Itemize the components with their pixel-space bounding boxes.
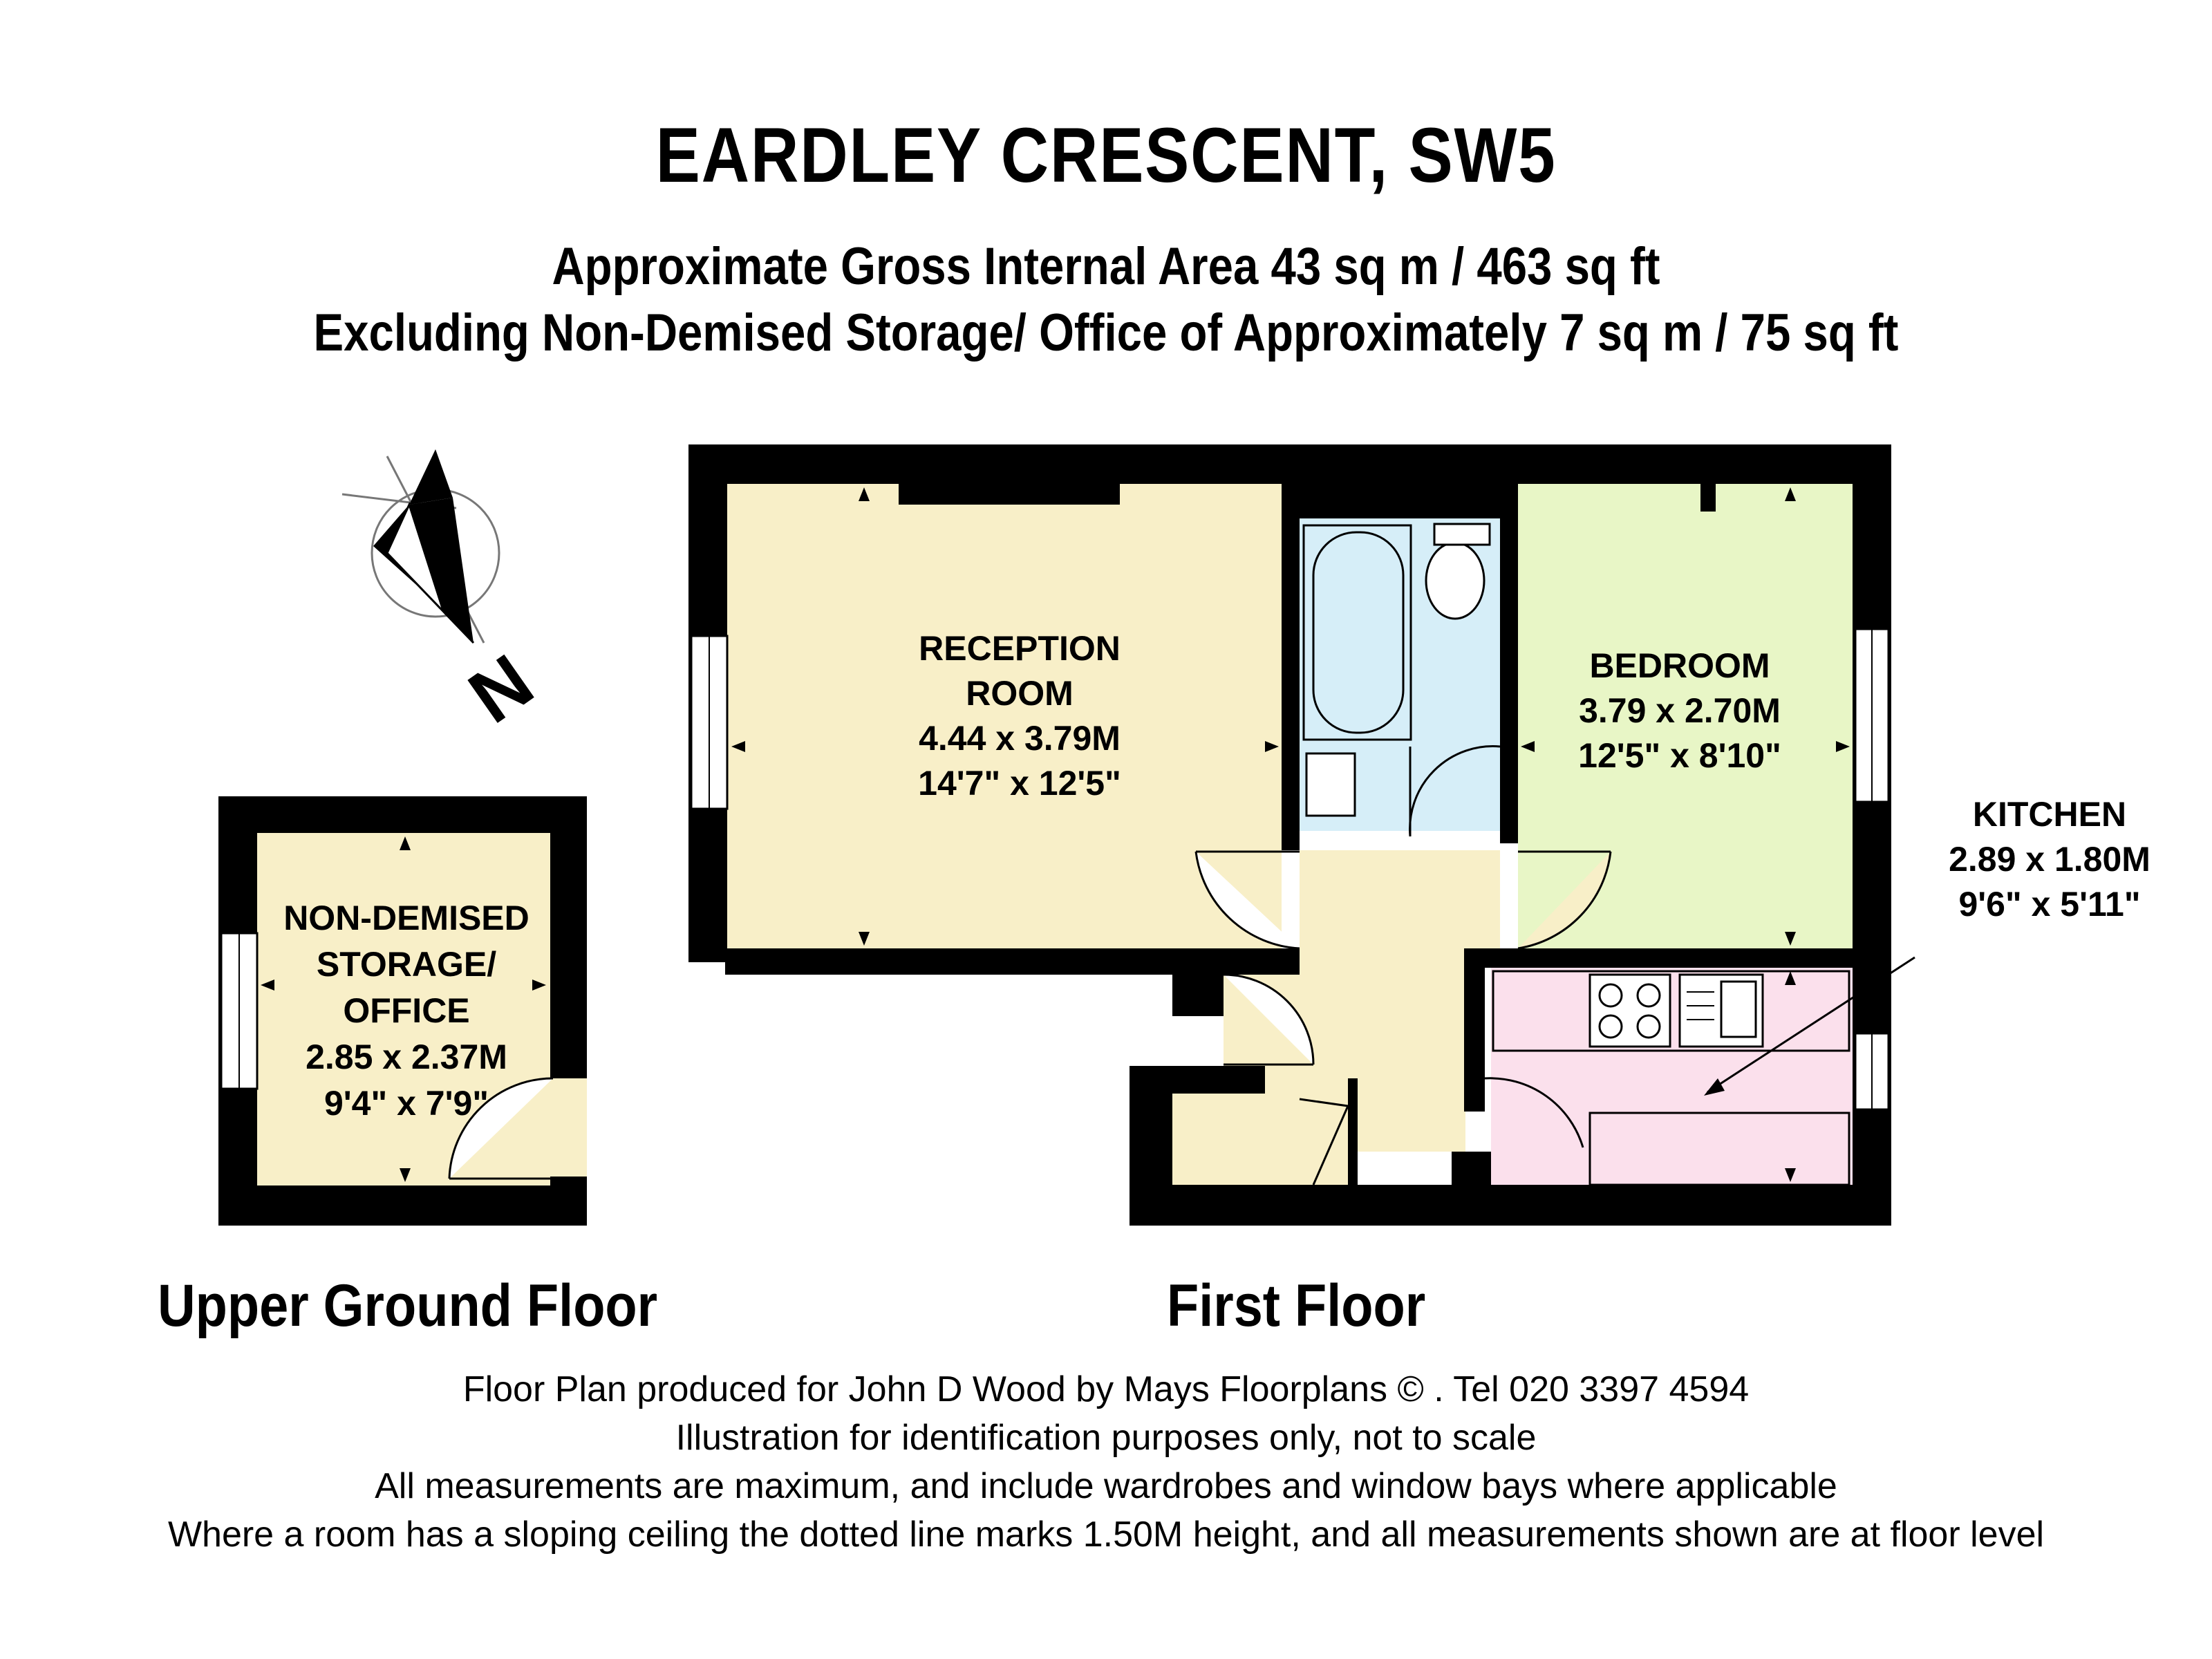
page-title: EARDLEY CRESCENT, SW5: [655, 112, 1557, 198]
kitchen-metric: 2.89 x 1.80M: [1949, 840, 2150, 879]
north-label: N: [453, 638, 548, 740]
reception-name-1: RECEPTION: [919, 629, 1121, 668]
kitchen-fill: [1491, 968, 1853, 1185]
reception-name-2: ROOM: [966, 674, 1074, 713]
reception-room-fill: [727, 484, 1282, 948]
cupboard-fill: [1172, 1094, 1348, 1185]
footer-line-4: Where a room has a sloping ceiling the dotted line marks 1.50M height, and all measurements shown are at floor level: [167, 1515, 2045, 1555]
storage-name-2: STORAGE/: [316, 945, 497, 984]
upper-ground-floor-label: Upper Ground Floor: [158, 1273, 658, 1339]
reception-imperial: 14'7" x 12'5": [918, 764, 1121, 803]
excluded-area-text: Excluding Non-Demised Storage/ Office of Approximately 7 sq m / 75 sq ft: [313, 303, 1899, 362]
bedroom-name: BEDROOM: [1589, 646, 1770, 685]
north-arrow-icon: [342, 449, 548, 740]
kitchen-name: KITCHEN: [1972, 795, 2127, 834]
kitchen-imperial: 9'6" x 5'11": [1958, 885, 2141, 924]
storage-name-3: OFFICE: [343, 991, 470, 1030]
storage-imperial: 9'4" x 7'9": [324, 1084, 489, 1123]
bedroom-imperial: 12'5" x 8'10": [1578, 736, 1781, 775]
gross-area-text: Approximate Gross Internal Area 43 sq m / 463 sq ft: [552, 237, 1660, 296]
storage-name-1: NON-DEMISED: [283, 899, 529, 937]
first-floor-label: First Floor: [1167, 1273, 1426, 1339]
reception-metric: 4.44 x 3.79M: [919, 719, 1121, 758]
footer-line-1: Floor Plan produced for John D Wood by Mays Floorplans © . Tel 020 3397 4594: [462, 1369, 1750, 1409]
storage-metric: 2.85 x 2.37M: [306, 1038, 507, 1076]
footer-line-3: All measurements are maximum, and include wardrobes and window bays where applicable: [375, 1466, 1837, 1506]
footer-line-2: Illustration for identification purposes only, not to scale: [675, 1418, 1537, 1458]
bedroom-metric: 3.79 x 2.70M: [1579, 691, 1781, 730]
